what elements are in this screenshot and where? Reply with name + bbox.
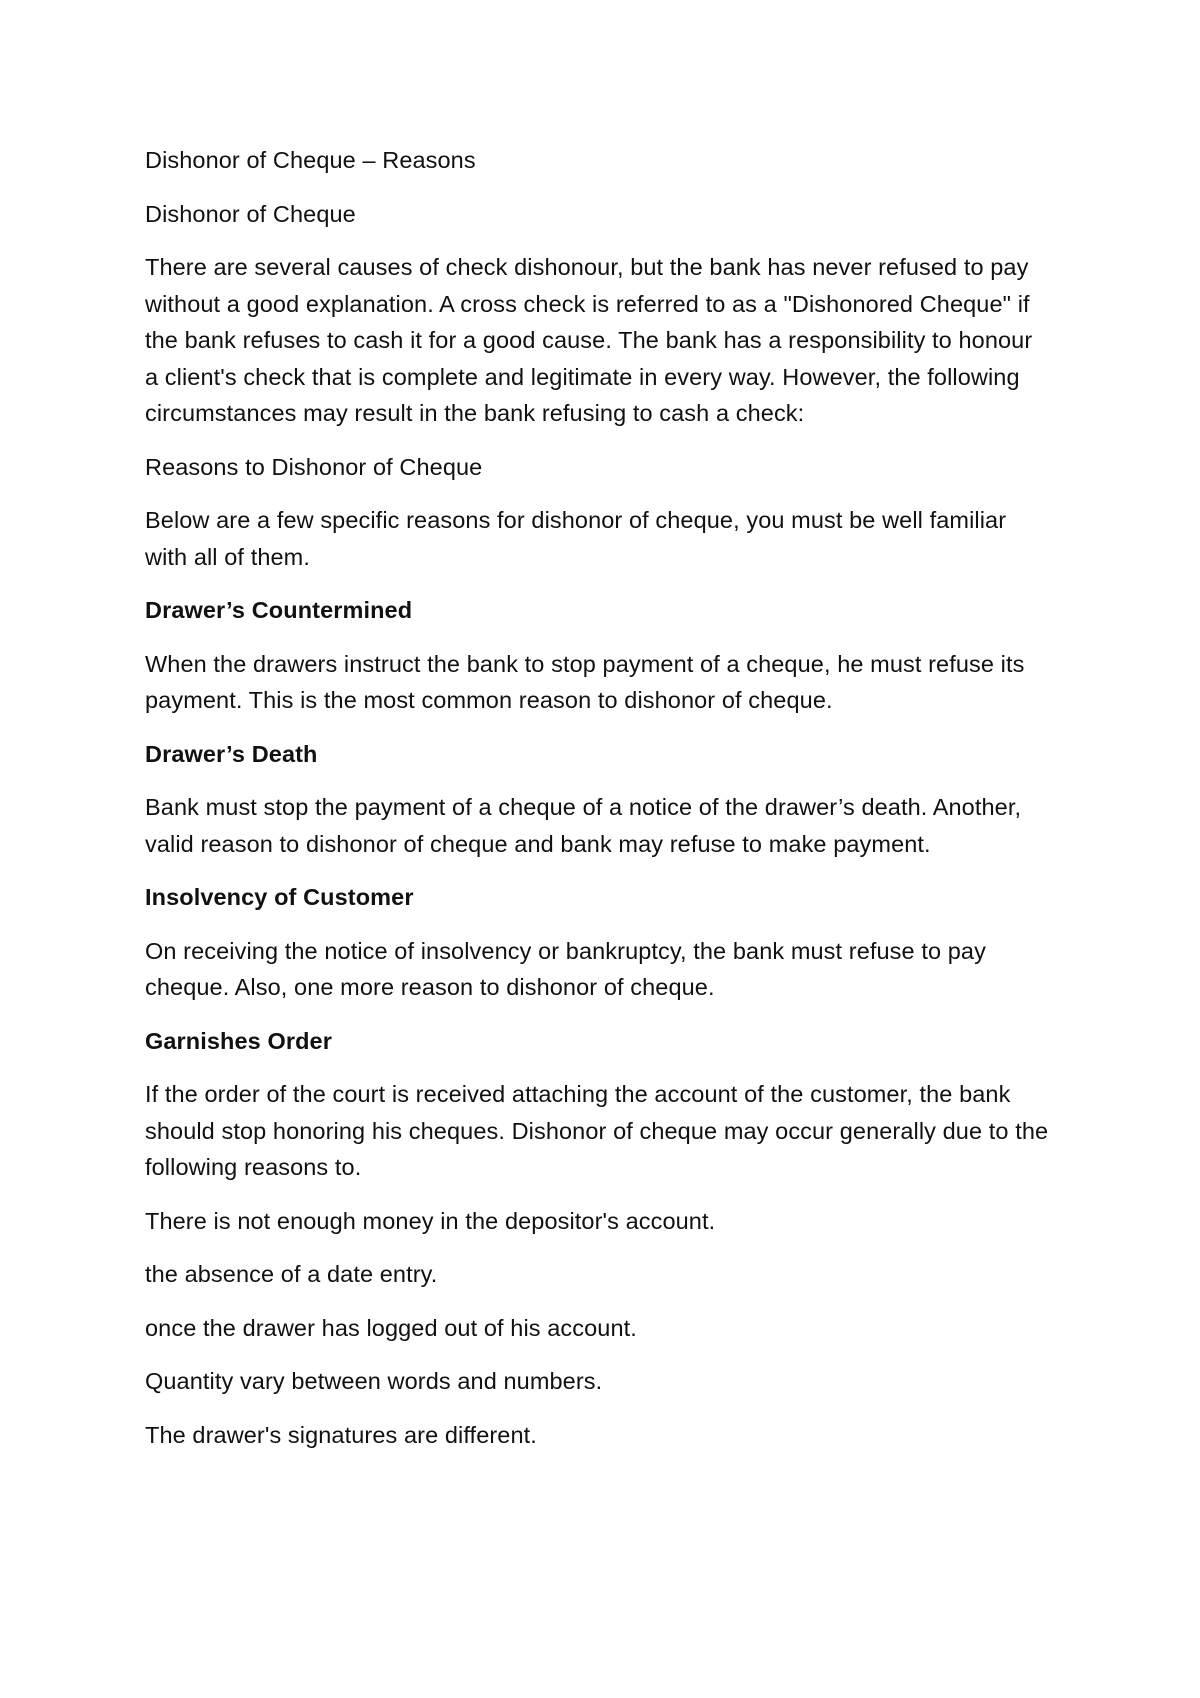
document-subtitle: Dishonor of Cheque bbox=[145, 200, 356, 227]
section-heading-drawers-countermined: Drawer’s Countermined bbox=[145, 597, 413, 623]
list-item: once the drawer has logged out of his account. bbox=[145, 1314, 637, 1341]
section-heading-insolvency: Insolvency of Customer bbox=[145, 884, 414, 910]
list-item: Quantity vary between words and numbers. bbox=[145, 1368, 603, 1394]
list-item: the absence of a date entry. bbox=[145, 1261, 438, 1287]
intro-paragraph: There are several causes of check dishonour, but the bank has never refused to pay without a good explanation. A cross check is referred to as a "Dishonored Cheque" if the bank refuses to cash it for a good cause. The bank has a responsibility to honour a client's check that is complete and legitimate in every way. However, the following circumstances may result in the bank refusing to cash a check: bbox=[145, 254, 1033, 426]
section-body-drawers-death: Bank must stop the payment of a cheque of a notice of the drawer’s death. Another, valid reason to dishonor of cheque and bank may refuse to make payment. bbox=[145, 794, 1022, 857]
section-heading-garnishes-order: Garnishes Order bbox=[145, 1027, 332, 1054]
reasons-heading: Reasons to Dishonor of Cheque bbox=[145, 453, 483, 480]
list-item: The drawer's signatures are different. bbox=[145, 1421, 537, 1448]
list-item: There is not enough money in the depositor's account. bbox=[145, 1207, 716, 1234]
section-body-drawers-countermined: When the drawers instruct the bank to stop payment of a cheque, he must refuse its payment. This is the most common reason to dishonor of cheque. bbox=[145, 650, 1025, 713]
document-title: Dishonor of Cheque – Reasons bbox=[145, 147, 476, 173]
reasons-intro-paragraph: Below are a few specific reasons for dishonor of cheque, you must be well familiar with all of them. bbox=[145, 507, 1007, 570]
section-body-insolvency: On receiving the notice of insolvency or bankruptcy, the bank must refuse to pay cheque. Also, one more reason to dishonor of cheque. bbox=[145, 937, 986, 1000]
section-body-garnishes-order: If the order of the court is received attaching the account of the customer, the bank should stop honoring his cheques. Dishonor of cheque may occur generally due to the following reasons to. bbox=[145, 1081, 1049, 1180]
section-heading-drawers-death: Drawer’s Death bbox=[145, 740, 318, 767]
